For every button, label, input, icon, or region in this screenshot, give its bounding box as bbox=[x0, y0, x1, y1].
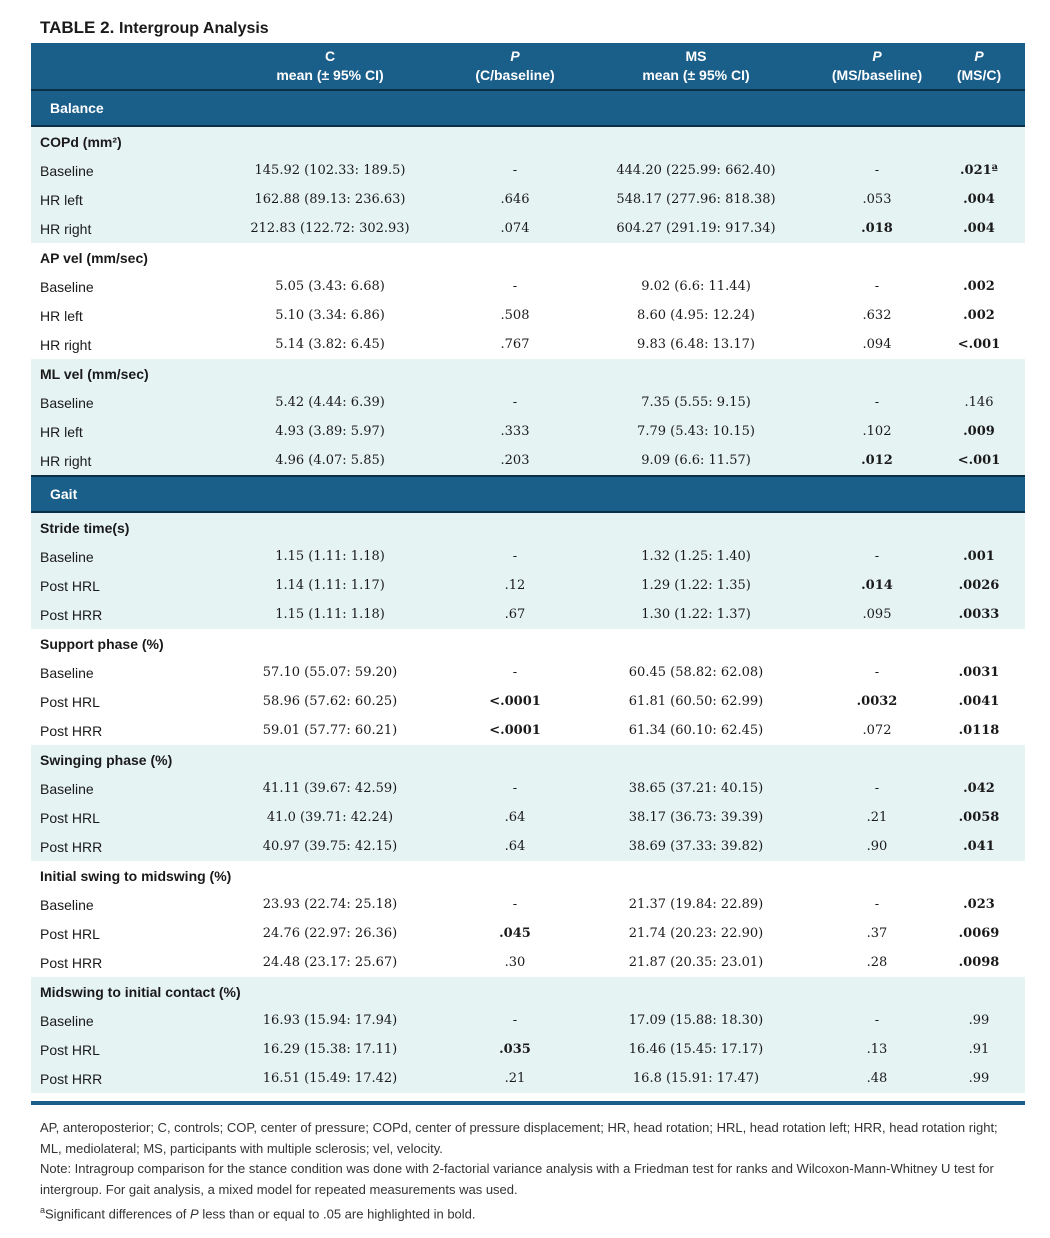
group-row bbox=[31, 512, 1025, 542]
cell-p-ms: .48 bbox=[821, 1064, 933, 1093]
cell-p-ms: .094 bbox=[862, 337, 892, 352]
cell-ms: 1.29 (1.22: 1.35) bbox=[571, 571, 821, 600]
cell-p-msc: .001 bbox=[933, 542, 1025, 571]
cell-c: 59.01 (57.77: 60.21) bbox=[262, 723, 398, 738]
group-row bbox=[31, 629, 1025, 658]
cell-ms: 16.8 (15.91: 17.47) bbox=[571, 1064, 821, 1093]
cell-p-msc: .0098 bbox=[958, 955, 1000, 970]
table-bottom-rule bbox=[31, 1101, 1025, 1105]
cell-p-ms: .13 bbox=[821, 1035, 933, 1064]
cell-p-ms: .37 bbox=[866, 926, 888, 941]
cell-c: 1.15 (1.11: 1.18) bbox=[201, 542, 459, 571]
cell-c: 5.14 (3.82: 6.45) bbox=[275, 337, 385, 352]
cell-c: 58.96 (57.62: 60.25) bbox=[262, 694, 398, 709]
table-row bbox=[31, 185, 1025, 214]
cell-p-ms: .21 bbox=[821, 803, 933, 832]
cell-c: 1.14 (1.11: 1.17) bbox=[201, 571, 459, 600]
cell-p-ms: - bbox=[821, 1006, 933, 1035]
table-row bbox=[31, 156, 1025, 185]
cell-p-ms: .053 bbox=[821, 185, 933, 214]
cell-p-c: - bbox=[512, 897, 518, 912]
cell-p-msc: .041 bbox=[933, 832, 1025, 861]
row-label: Baseline bbox=[31, 542, 201, 571]
row-label: Post HRR bbox=[31, 1064, 201, 1093]
header-row bbox=[31, 43, 1025, 90]
table-row bbox=[31, 388, 1025, 417]
cell-c: 1.15 (1.11: 1.18) bbox=[201, 600, 459, 629]
cell-ms: 61.34 (60.10: 62.45) bbox=[628, 723, 764, 738]
table-row bbox=[31, 803, 1025, 832]
cell-p-c: - bbox=[512, 665, 518, 680]
section-title: Balance bbox=[31, 90, 1025, 126]
table-row bbox=[31, 832, 1025, 861]
cell-c: 5.10 (3.34: 6.86) bbox=[275, 308, 385, 323]
table-label: TABLE 2. bbox=[40, 18, 115, 37]
cell-ms: 17.09 (15.88: 18.30) bbox=[571, 1006, 821, 1035]
cell-p-msc: .004 bbox=[933, 185, 1025, 214]
cell-p-ms: - bbox=[874, 665, 880, 680]
footnote-note: Note: Intragroup comparison for the stance condition was done with 2-factorial variance analysis with a Friedman test for ranks and Wilcoxon-Mann-Whitney U test for intergroup. For gait analysis, a mixed model for repeated measurements was used. bbox=[40, 1161, 994, 1197]
cell-c: 4.96 (4.07: 5.85) bbox=[201, 446, 459, 476]
cell-c: 40.97 (39.75: 42.15) bbox=[201, 832, 459, 861]
cell-p-c: - bbox=[512, 279, 518, 294]
group-title: Swinging phase (%) bbox=[31, 745, 1025, 774]
intergroup-table bbox=[31, 43, 1025, 1093]
cell-p-ms: .012 bbox=[821, 446, 933, 476]
cell-p-msc: .0026 bbox=[933, 571, 1025, 600]
row-label: HR left bbox=[40, 307, 83, 324]
cell-p-msc: .99 bbox=[933, 1006, 1025, 1035]
cell-c: 4.93 (3.89: 5.97) bbox=[201, 417, 459, 446]
cell-ms: 21.74 (20.23: 22.90) bbox=[628, 926, 764, 941]
cell-c: 5.05 (3.43: 6.68) bbox=[275, 279, 385, 294]
cell-c: 16.51 (15.49: 17.42) bbox=[201, 1064, 459, 1093]
group-row bbox=[31, 745, 1025, 774]
cell-p-msc: <.001 bbox=[933, 446, 1025, 476]
cell-p-c: .30 bbox=[504, 955, 526, 970]
cell-p-ms: .90 bbox=[821, 832, 933, 861]
row-label: HR right bbox=[40, 336, 92, 353]
cell-p-c: - bbox=[459, 774, 571, 803]
row-label: Post HRL bbox=[40, 693, 100, 710]
cell-p-msc: .023 bbox=[963, 897, 995, 912]
row-label: Baseline bbox=[31, 774, 201, 803]
section-row bbox=[31, 476, 1025, 512]
cell-p-ms: - bbox=[874, 897, 880, 912]
cell-ms: 38.65 (37.21: 40.15) bbox=[571, 774, 821, 803]
cell-p-msc: <.001 bbox=[957, 337, 1001, 352]
cell-p-c: <.0001 bbox=[489, 723, 541, 738]
table-row bbox=[31, 417, 1025, 446]
header-p-ms: P (MS/baseline) bbox=[821, 43, 933, 90]
section-row bbox=[31, 90, 1025, 126]
cell-p-msc: .042 bbox=[933, 774, 1025, 803]
cell-ms: 38.69 (37.33: 39.82) bbox=[571, 832, 821, 861]
row-label: Post HRL bbox=[31, 803, 201, 832]
header-c: C mean (± 95% CI) bbox=[201, 43, 459, 90]
cell-c: 41.11 (39.67: 42.59) bbox=[201, 774, 459, 803]
table-row bbox=[31, 890, 1025, 919]
cell-c: 23.93 (22.74: 25.18) bbox=[262, 897, 398, 912]
cell-p-msc: .0118 bbox=[958, 723, 1000, 738]
cell-p-c: - bbox=[459, 156, 571, 185]
group-title: ML vel (mm/sec) bbox=[31, 359, 1025, 388]
table-title bbox=[40, 18, 269, 38]
row-label: HR left bbox=[31, 185, 201, 214]
group-title: AP vel (mm/sec) bbox=[40, 249, 148, 266]
row-label: HR left bbox=[31, 417, 201, 446]
cell-c: 57.10 (55.07: 59.20) bbox=[262, 665, 398, 680]
cell-ms: 604.27 (291.19: 917.34) bbox=[571, 214, 821, 243]
cell-c: 24.76 (22.97: 26.36) bbox=[262, 926, 398, 941]
cell-ms: 38.17 (36.73: 39.39) bbox=[571, 803, 821, 832]
cell-p-c: <.0001 bbox=[489, 694, 541, 709]
table-row bbox=[31, 446, 1025, 476]
table-row bbox=[31, 1006, 1025, 1035]
cell-c: 16.29 (15.38: 17.11) bbox=[201, 1035, 459, 1064]
cell-ms: 7.35 (5.55: 9.15) bbox=[571, 388, 821, 417]
cell-p-msc: .0033 bbox=[933, 600, 1025, 629]
table-row bbox=[31, 687, 1025, 716]
cell-p-msc: .021ª bbox=[933, 156, 1025, 185]
table-body bbox=[31, 90, 1025, 1093]
cell-p-c: .21 bbox=[459, 1064, 571, 1093]
group-row bbox=[31, 359, 1025, 388]
row-label: Post HRL bbox=[40, 925, 100, 942]
table-row bbox=[31, 658, 1025, 687]
table-row bbox=[31, 774, 1025, 803]
cell-c: 145.92 (102.33: 189.5) bbox=[201, 156, 459, 185]
cell-ms: 60.45 (58.82: 62.08) bbox=[628, 665, 764, 680]
cell-p-c: .767 bbox=[500, 337, 530, 352]
cell-p-c: .64 bbox=[459, 832, 571, 861]
cell-p-c: - bbox=[459, 388, 571, 417]
row-label: Baseline bbox=[31, 1006, 201, 1035]
group-row bbox=[31, 243, 1025, 272]
cell-p-c: .12 bbox=[459, 571, 571, 600]
table-row bbox=[31, 600, 1025, 629]
cell-p-ms: .0032 bbox=[856, 694, 898, 709]
cell-p-ms: .072 bbox=[862, 723, 892, 738]
group-title: Support phase (%) bbox=[40, 635, 164, 652]
table-row bbox=[31, 919, 1025, 948]
row-label: Post HRR bbox=[40, 954, 103, 971]
row-label: Baseline bbox=[40, 664, 94, 681]
table-row bbox=[31, 948, 1025, 977]
cell-ms: 9.83 (6.48: 13.17) bbox=[637, 337, 755, 352]
cell-p-msc: .146 bbox=[933, 388, 1025, 417]
row-label: Baseline bbox=[40, 896, 94, 913]
cell-p-c: - bbox=[459, 1006, 571, 1035]
group-row bbox=[31, 126, 1025, 156]
row-label: Post HRR bbox=[40, 722, 103, 739]
cell-ms: 1.32 (1.25: 1.40) bbox=[571, 542, 821, 571]
cell-p-ms: - bbox=[821, 388, 933, 417]
row-label: HR right bbox=[31, 214, 201, 243]
cell-p-ms: .014 bbox=[821, 571, 933, 600]
cell-p-msc: .99 bbox=[933, 1064, 1025, 1093]
cell-p-c: .646 bbox=[459, 185, 571, 214]
cell-c: 212.83 (122.72: 302.93) bbox=[201, 214, 459, 243]
row-label: Post HRR bbox=[31, 600, 201, 629]
group-title: COPd (mm²) bbox=[31, 126, 1025, 156]
cell-p-c: .67 bbox=[459, 600, 571, 629]
cell-p-ms: .102 bbox=[821, 417, 933, 446]
cell-ms: 7.79 (5.43: 10.15) bbox=[571, 417, 821, 446]
table-row bbox=[31, 1035, 1025, 1064]
group-title: Initial swing to midswing (%) bbox=[40, 867, 232, 884]
row-label: Baseline bbox=[40, 278, 94, 295]
cell-p-c: - bbox=[459, 542, 571, 571]
cell-c: 41.0 (39.71: 42.24) bbox=[201, 803, 459, 832]
cell-p-msc: .009 bbox=[933, 417, 1025, 446]
header-ms: MS mean (± 95% CI) bbox=[571, 43, 821, 90]
cell-p-c: .035 bbox=[459, 1035, 571, 1064]
cell-ms: 21.37 (19.84: 22.89) bbox=[628, 897, 764, 912]
cell-ms: 16.46 (15.45: 17.17) bbox=[571, 1035, 821, 1064]
cell-p-ms: - bbox=[821, 156, 933, 185]
header-p-msc: P (MS/C) bbox=[933, 43, 1025, 90]
footnote-significance: $^a$Significant differences of P less than or equal to .05 are highlighted in bold. bbox=[40, 1205, 476, 1222]
cell-p-ms: - bbox=[821, 542, 933, 571]
row-label: Baseline bbox=[31, 156, 201, 185]
cell-ms: 444.20 (225.99: 662.40) bbox=[571, 156, 821, 185]
cell-p-msc: .0069 bbox=[958, 926, 1000, 941]
cell-c: 162.88 (89.13: 236.63) bbox=[201, 185, 459, 214]
table-row bbox=[31, 1064, 1025, 1093]
cell-p-c: .333 bbox=[459, 417, 571, 446]
cell-p-msc: .002 bbox=[963, 308, 995, 323]
cell-ms: 61.81 (60.50: 62.99) bbox=[628, 694, 764, 709]
table-row bbox=[31, 330, 1025, 359]
cell-p-ms: .095 bbox=[821, 600, 933, 629]
cell-p-ms: .632 bbox=[862, 308, 892, 323]
table-row bbox=[31, 301, 1025, 330]
cell-p-msc: .0041 bbox=[958, 694, 1000, 709]
section-title: Gait bbox=[31, 476, 1025, 512]
row-label: Post HRL bbox=[31, 571, 201, 600]
table-row bbox=[31, 716, 1025, 745]
row-label: HR right bbox=[31, 446, 201, 476]
row-label: Post HRR bbox=[31, 832, 201, 861]
cell-p-msc: .91 bbox=[933, 1035, 1025, 1064]
cell-c: 16.93 (15.94: 17.94) bbox=[201, 1006, 459, 1035]
cell-ms: 548.17 (277.96: 818.38) bbox=[571, 185, 821, 214]
header-p-c: P (C/baseline) bbox=[459, 43, 571, 90]
cell-p-msc: .004 bbox=[933, 214, 1025, 243]
cell-p-ms: - bbox=[874, 279, 880, 294]
cell-ms: 9.09 (6.6: 11.57) bbox=[571, 446, 821, 476]
cell-c: 5.42 (4.44: 6.39) bbox=[201, 388, 459, 417]
table-row bbox=[31, 571, 1025, 600]
cell-ms: 8.60 (4.95: 12.24) bbox=[637, 308, 755, 323]
header-label-col bbox=[31, 43, 201, 90]
cell-c: 24.48 (23.17: 25.67) bbox=[262, 955, 398, 970]
cell-p-c: .074 bbox=[459, 214, 571, 243]
group-row bbox=[31, 861, 1025, 890]
group-title: Midswing to initial contact (%) bbox=[31, 977, 1025, 1006]
row-label: Baseline bbox=[31, 388, 201, 417]
table-row bbox=[31, 214, 1025, 243]
cell-p-c: .508 bbox=[500, 308, 530, 323]
cell-p-c: .203 bbox=[459, 446, 571, 476]
table-caption: Intergroup Analysis bbox=[119, 20, 269, 37]
cell-p-msc: .0031 bbox=[958, 665, 1000, 680]
footnote-abbreviations: AP, anteroposterior; C, controls; COP, center of pressure; COPd, center of pressure displacement; HR, head rotation; HRL, head rotation left; HRR, head rotation right; ML, mediolateral; MS, participants with multiple sclerosis; vel, velocity. bbox=[40, 1120, 998, 1156]
cell-p-msc: .002 bbox=[963, 279, 995, 294]
group-row bbox=[31, 977, 1025, 1006]
cell-p-c: .045 bbox=[499, 926, 531, 941]
cell-p-ms: .28 bbox=[866, 955, 888, 970]
table-row bbox=[31, 272, 1025, 301]
row-label: Post HRL bbox=[31, 1035, 201, 1064]
cell-p-msc: .0058 bbox=[933, 803, 1025, 832]
cell-ms: 9.02 (6.6: 11.44) bbox=[641, 279, 751, 294]
cell-ms: 1.30 (1.22: 1.37) bbox=[571, 600, 821, 629]
group-title: Stride time(s) bbox=[31, 512, 1025, 542]
cell-p-ms: - bbox=[821, 774, 933, 803]
table-footnotes bbox=[40, 1118, 1000, 1225]
cell-p-ms: .018 bbox=[821, 214, 933, 243]
cell-ms: 21.87 (20.35: 23.01) bbox=[628, 955, 764, 970]
table-row bbox=[31, 542, 1025, 571]
cell-p-c: .64 bbox=[459, 803, 571, 832]
